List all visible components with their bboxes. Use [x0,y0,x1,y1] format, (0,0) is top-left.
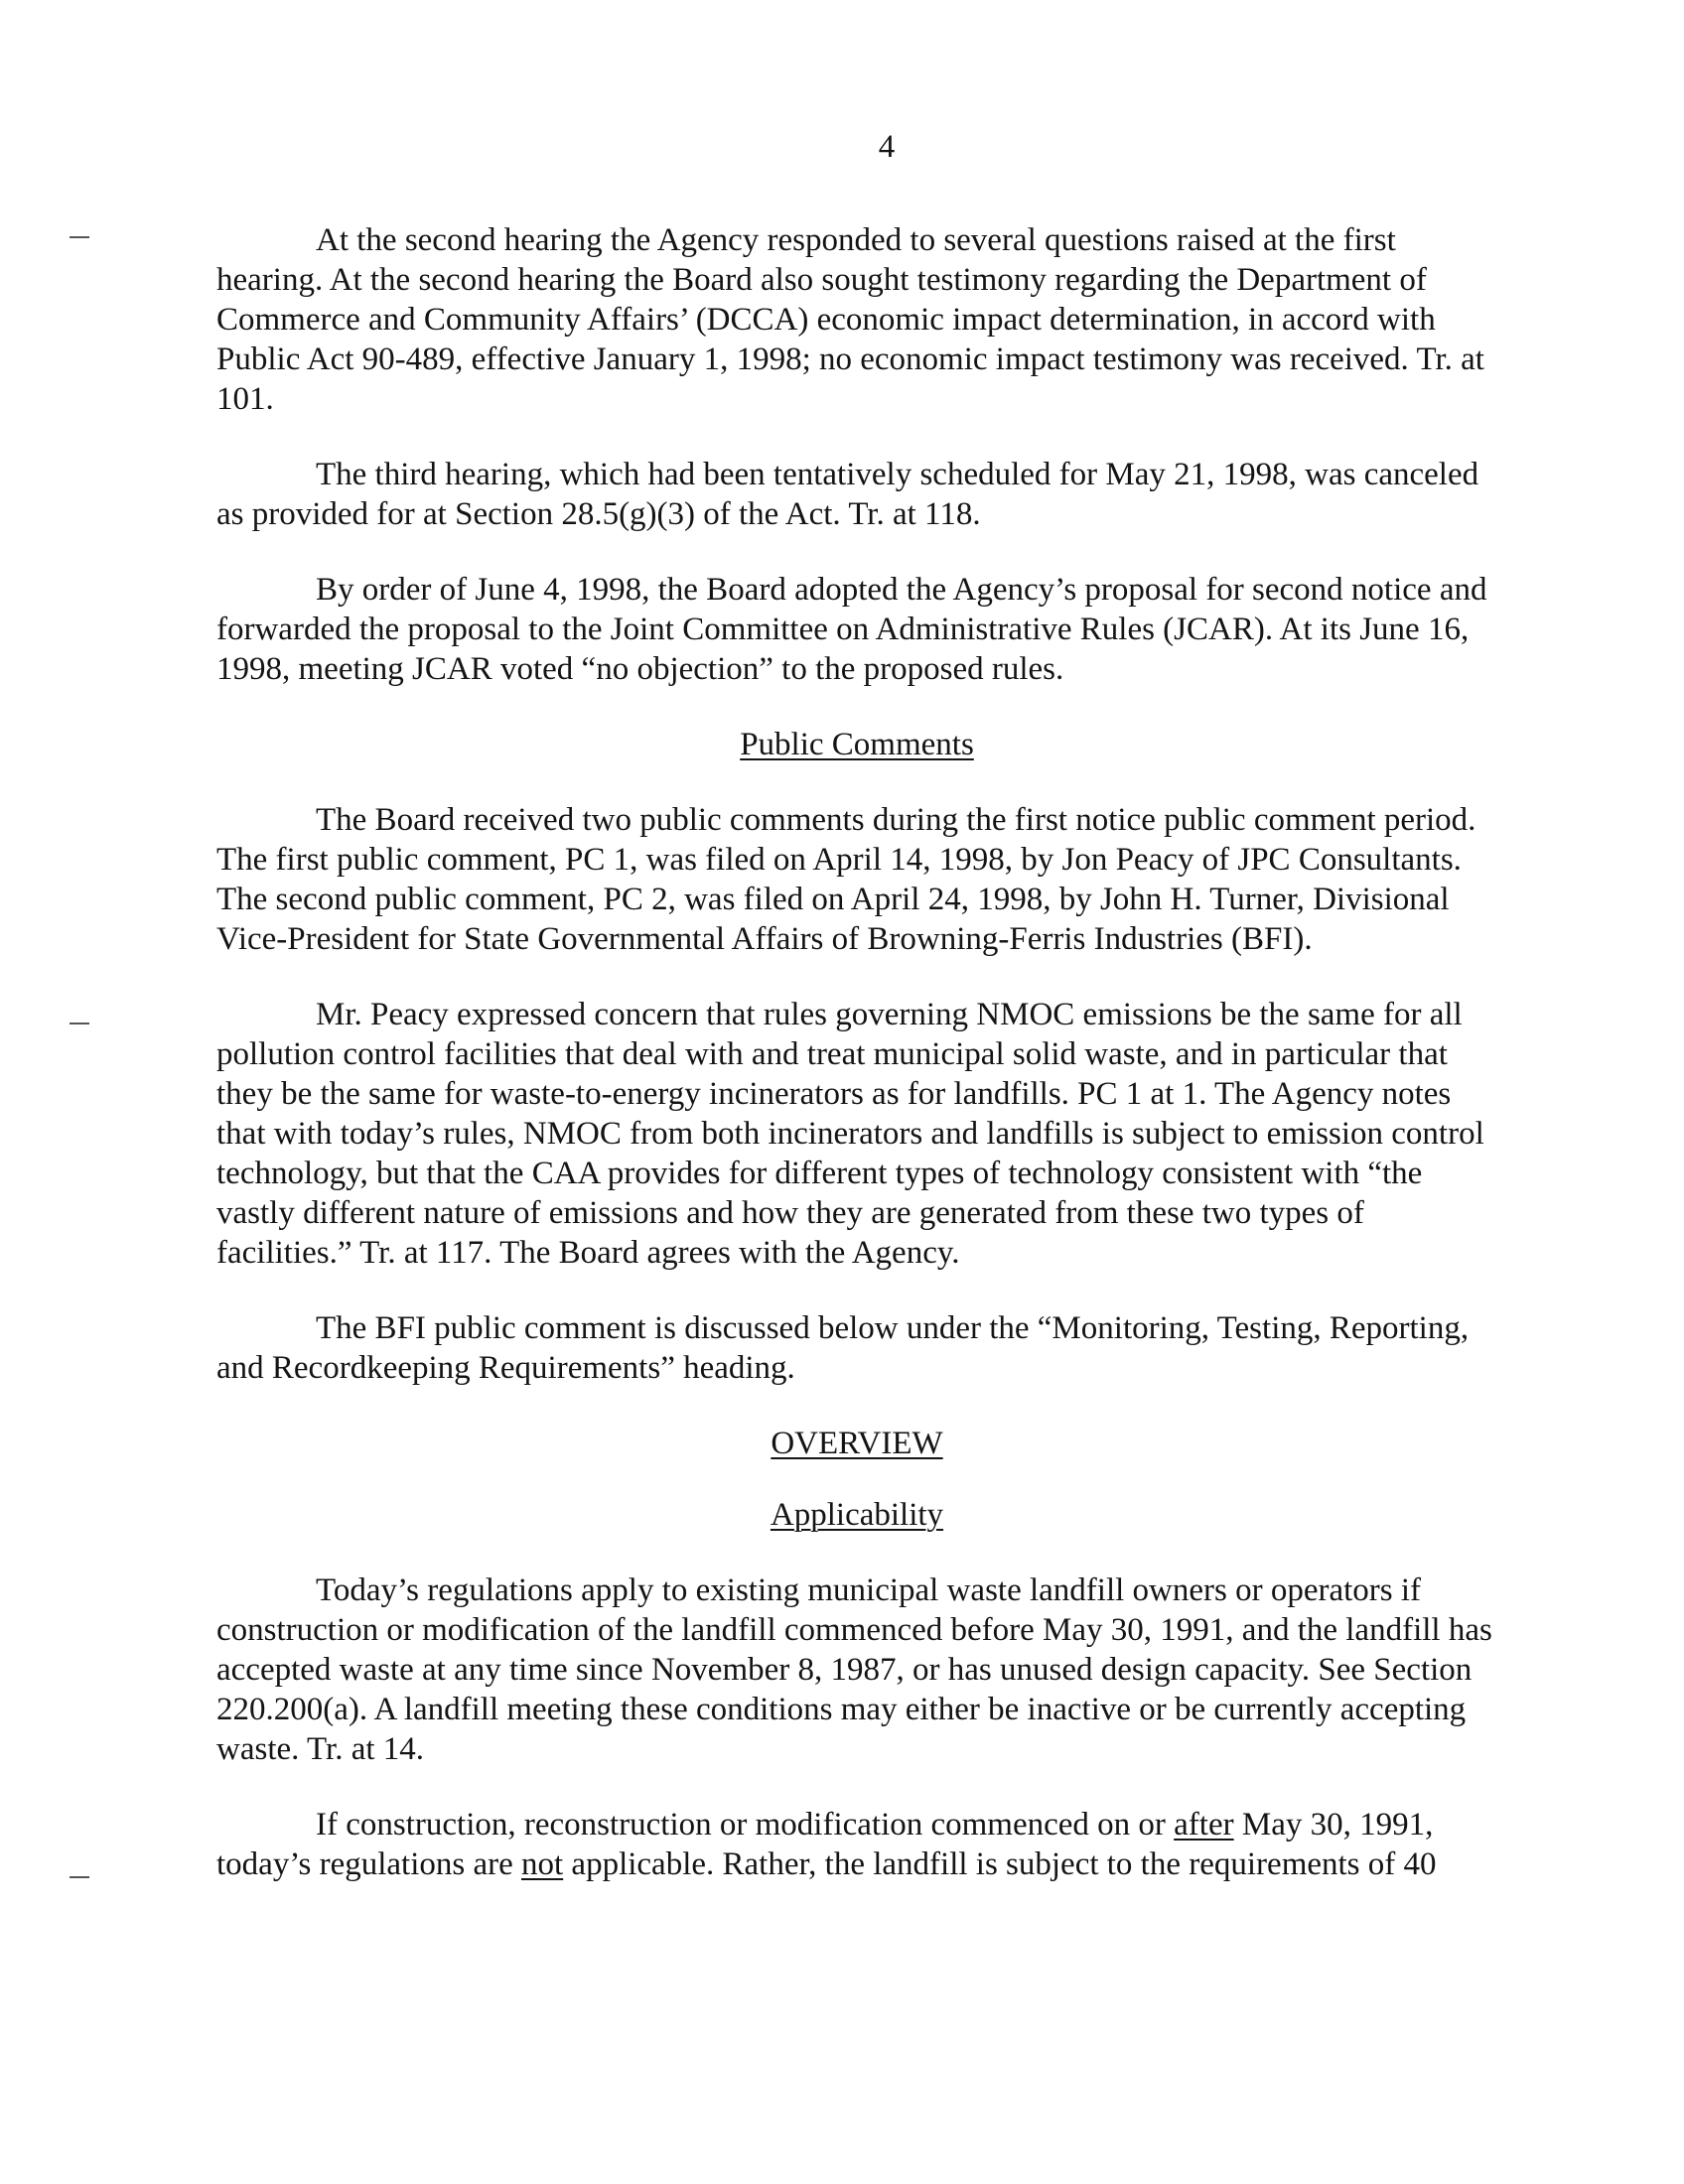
paragraph-second-hearing: At the second hearing the Agency responded to several questions raised at the first hearing. At the second hearing the Board also sought testimony regarding the Department of Commerce and Community Affairs’ (DCCA) economic impact determination, in accord with Public Act 90-489, effective January 1, 1998; no economic impact testimony was received. Tr. at 101. [216,222,1484,417]
body-text [216,220,1497,1920]
margin-mark [70,236,89,238]
paragraph-second-notice: By order of June 4, 1998, the Board adopted the Agency’s proposal for second notice and forwarded the proposal to the Joint Committee on Administrative Rules (JCAR). At its June 16, 1998, meeting JCAR voted “no objection” to the proposed rules. [216,572,1487,687]
heading-public-comments: Public Comments [740,727,974,762]
paragraph-third-hearing: The third hearing, which had been tentatively scheduled for May 21, 1998, was canceled as provided for at Section 28.5(g)(3) of the Act. Tr. at 118. [216,457,1479,532]
underlined-word-not: not [521,1846,564,1882]
paragraph-not-applicable [216,1805,1497,1884]
margin-mark [70,1023,89,1024]
paragraph-peacy-concern: Mr. Peacy expressed concern that rules governing NMOC emissions be the same for all pollution control facilities that deal with and treat municipal solid waste, and in particular that they be the same for waste-to-energy incinerators as for landfills. PC 1 at 1. The Agency notes that with today’s rules, NMOC from both incinerators and landfills is subject to emission control technology, but that the CAA provides for different types of technology consistent with “the vastly different nature of emissions and how they are generated from these two types of facilities.” Tr. at 117. The Board agrees with the Agency. [216,997,1484,1271]
page-number: 4 [878,129,896,165]
margin-mark [70,1876,89,1878]
text-run: applicable. Rather, the landfill is subject to the requirements of 40 [563,1846,1437,1882]
text-run: May 30, 1991, today’s regulations are [216,1807,1434,1882]
heading-applicability: Applicability [770,1497,944,1533]
paragraph-bfi-comment: The BFI public comment is discussed below under the “Monitoring, Testing, Reporting, and Recordkeeping Requirements” heading. [216,1310,1470,1386]
heading-overview: OVERVIEW [771,1426,943,1461]
paragraph-applicability: Today’s regulations apply to existing municipal waste landfill owners or operators if construction or modification of the landfill commenced before May 30, 1991, and the landfill has accepted waste at any time since November 8, 1987, or has unused design capacity. See Section 220.200(a). A landfill meeting these conditions may either be inactive or be currently accepting waste. Tr. at 14. [216,1572,1492,1767]
paragraph-public-comments-received: The Board received two public comments during the first notice public comment period. The first public comment, PC 1, was filed on April 14, 1998, by Jon Peacy of JPC Consultants. The second public comment, PC 2, was filed on April 24, 1998, by John H. Turner, Divisional Vice-President for State Governmental Affairs of Browning-Ferris Industries (BFI). [216,802,1476,957]
text-run: If construction, reconstruction or modification commenced on or [316,1807,1175,1843]
underlined-word-after: after [1174,1807,1234,1843]
